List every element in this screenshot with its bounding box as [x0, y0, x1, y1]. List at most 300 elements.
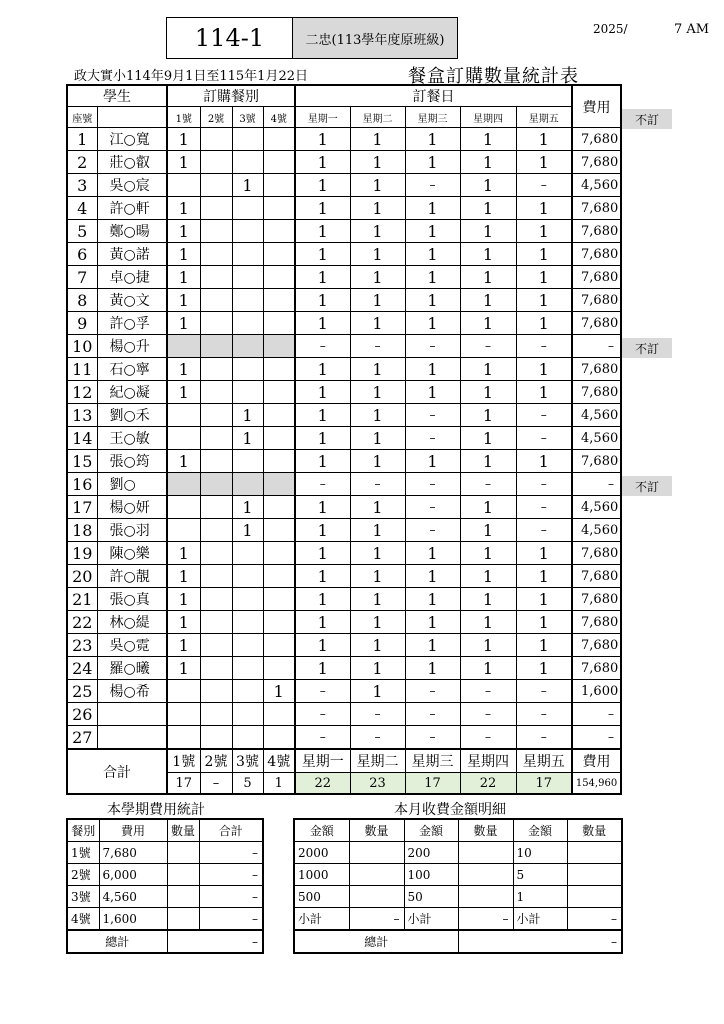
denomination: 50: [404, 886, 458, 908]
monthly-total-value: –: [458, 930, 622, 953]
day-count: –: [405, 680, 460, 703]
day-count: –: [405, 726, 460, 750]
type-count: 1: [167, 542, 200, 565]
type-count: [263, 519, 295, 542]
denomination-qty: [458, 842, 513, 864]
type-count: [263, 266, 295, 289]
student-name: 楊○希: [97, 680, 167, 703]
day-count: 1: [405, 450, 460, 473]
seat-number: 4: [67, 197, 97, 220]
student-row: [67, 542, 621, 565]
student-name: 劉○: [97, 473, 167, 496]
type-count: [200, 404, 232, 427]
day-count: 1: [295, 151, 350, 174]
day-count: –: [405, 335, 460, 358]
day-col-header: 星期三: [405, 107, 460, 128]
day-count: 1: [350, 542, 405, 565]
day-count: 1: [350, 611, 405, 634]
denomination: 小計: [513, 908, 567, 931]
type-col-header: 4號: [263, 107, 295, 128]
student-fee: 7,680: [572, 266, 621, 289]
student-name: 王○敏: [97, 427, 167, 450]
day-count: 1: [405, 128, 460, 151]
student-row: [67, 473, 621, 496]
class-box: [292, 17, 458, 59]
day-count: 1: [350, 174, 405, 197]
denomination-qty: –: [458, 908, 513, 931]
student-fee: 7,680: [572, 312, 621, 335]
student-name: 張○筠: [97, 450, 167, 473]
day-count: 1: [350, 312, 405, 335]
denomination-qty: [567, 864, 622, 886]
day-count: –: [405, 496, 460, 519]
student-row: [67, 266, 621, 289]
denomination-qty: [567, 886, 622, 908]
day-col-header: 星期五: [516, 107, 572, 128]
monthly-row: [294, 864, 622, 886]
type-count: 1: [167, 243, 200, 266]
type-count: [232, 542, 263, 565]
day-count: –: [405, 427, 460, 450]
type-count: [167, 496, 200, 519]
day-col-header: 星期二: [350, 107, 405, 128]
type-count: [263, 312, 295, 335]
type-count: [200, 358, 232, 381]
day-count: 1: [516, 358, 572, 381]
day-count: 1: [405, 657, 460, 680]
day-count: 1: [295, 404, 350, 427]
type-count: [232, 266, 263, 289]
page-title: 餐盒訂購數量統計表: [408, 66, 579, 87]
student-fee: –: [572, 726, 621, 750]
day-count: 1: [460, 358, 516, 381]
denomination-qty: [349, 842, 404, 864]
day-count: –: [516, 680, 572, 703]
type-count: [200, 381, 232, 404]
print-date: 2025/: [593, 22, 628, 36]
student-header: 學生: [67, 85, 167, 107]
day-count: 1: [460, 289, 516, 312]
day-count: 1: [295, 657, 350, 680]
student-fee: 7,680: [572, 450, 621, 473]
day-count: 1: [460, 450, 516, 473]
day-count: 1: [460, 634, 516, 657]
student-row: [67, 726, 621, 750]
meal-fee: 6,000: [99, 864, 167, 886]
student-row: [67, 657, 621, 680]
type-count: [232, 588, 263, 611]
day-count: –: [350, 473, 405, 496]
seat-number: 3: [67, 174, 97, 197]
name-header: [97, 107, 167, 128]
semester-total-label: 總計: [67, 930, 167, 953]
student-fee: 1,600: [572, 680, 621, 703]
semester-header: 數量: [167, 819, 199, 842]
seat-number: 5: [67, 220, 97, 243]
type-count: [263, 289, 295, 312]
type-count: [263, 496, 295, 519]
student-name: 莊○叡: [97, 151, 167, 174]
type-count: [263, 220, 295, 243]
student-name: 許○孚: [97, 312, 167, 335]
type-count: [263, 151, 295, 174]
student-name: 黃○文: [97, 289, 167, 312]
type-count: [232, 726, 263, 750]
denomination: 1: [513, 886, 567, 908]
type-count: [200, 473, 232, 496]
type-count: [232, 128, 263, 151]
day-count: 1: [295, 289, 350, 312]
seat-number: 26: [67, 703, 97, 726]
day-count: –: [516, 519, 572, 542]
type-count: [167, 427, 200, 450]
day-count: 1: [516, 220, 572, 243]
day-count: 1: [295, 358, 350, 381]
day-count: 1: [295, 542, 350, 565]
day-count: 1: [295, 427, 350, 450]
meal-type: 4號: [67, 908, 99, 931]
semester-total-value: –: [167, 930, 263, 953]
type-count: 1: [167, 266, 200, 289]
type-count: [200, 220, 232, 243]
total-day-value: 17: [516, 773, 572, 795]
type-count: [232, 358, 263, 381]
type-count: [232, 634, 263, 657]
day-count: 1: [350, 151, 405, 174]
type-count: [200, 197, 232, 220]
day-count: 1: [516, 128, 572, 151]
day-count: –: [460, 703, 516, 726]
order-table: [66, 84, 622, 795]
day-count: 1: [516, 588, 572, 611]
day-count: –: [405, 174, 460, 197]
type-count: 1: [167, 634, 200, 657]
student-row: [67, 312, 621, 335]
day-count: 1: [460, 243, 516, 266]
total-type-label: 2號: [200, 749, 232, 773]
student-fee: 7,680: [572, 381, 621, 404]
type-count: [232, 450, 263, 473]
type-count: [263, 128, 295, 151]
seat-number: 2: [67, 151, 97, 174]
day-count: 1: [350, 358, 405, 381]
monthly-total-label: 總計: [294, 930, 458, 953]
type-count: [200, 151, 232, 174]
monthly-header: 數量: [567, 819, 622, 842]
type-count: [263, 450, 295, 473]
type-count: [200, 611, 232, 634]
type-count: [200, 588, 232, 611]
total-day-value: 22: [295, 773, 350, 795]
day-count: –: [350, 703, 405, 726]
day-count: 1: [405, 565, 460, 588]
type-count: [232, 657, 263, 680]
day-count: 1: [350, 634, 405, 657]
student-fee: –: [572, 335, 621, 358]
denomination-qty: –: [567, 908, 622, 931]
day-count: 1: [460, 404, 516, 427]
day-count: –: [295, 473, 350, 496]
student-fee: 7,680: [572, 588, 621, 611]
student-row: [67, 151, 621, 174]
denomination-qty: [349, 886, 404, 908]
type-count: [167, 473, 200, 496]
student-row: [67, 335, 621, 358]
day-count: 1: [405, 611, 460, 634]
day-count: –: [295, 703, 350, 726]
day-count: 1: [295, 519, 350, 542]
day-count: 1: [405, 243, 460, 266]
day-count: 1: [295, 312, 350, 335]
denomination: 小計: [404, 908, 458, 931]
type-count: 1: [167, 381, 200, 404]
seat-number: 8: [67, 289, 97, 312]
day-count: 1: [295, 266, 350, 289]
seat-number: 22: [67, 611, 97, 634]
day-count: 1: [350, 450, 405, 473]
day-count: 1: [405, 220, 460, 243]
day-count: 1: [460, 197, 516, 220]
seat-number: 15: [67, 450, 97, 473]
day-count: –: [460, 335, 516, 358]
type-count: [232, 312, 263, 335]
denomination-qty: [458, 886, 513, 908]
type-count: [200, 565, 232, 588]
day-count: 1: [350, 496, 405, 519]
student-fee: 7,680: [572, 197, 621, 220]
day-count: –: [516, 496, 572, 519]
day-count: 1: [350, 128, 405, 151]
type-count: 1: [167, 588, 200, 611]
meal-sum: –: [199, 842, 263, 864]
student-row: [67, 427, 621, 450]
meal-qty: [167, 864, 199, 886]
seat-number: 18: [67, 519, 97, 542]
total-day-label: 星期二: [350, 749, 405, 773]
student-fee: 7,680: [572, 289, 621, 312]
day-count: 1: [516, 289, 572, 312]
type-count: [263, 427, 295, 450]
type-count: [263, 657, 295, 680]
seat-number: 17: [67, 496, 97, 519]
day-count: 1: [460, 381, 516, 404]
seat-number: 21: [67, 588, 97, 611]
student-name: 卓○捷: [97, 266, 167, 289]
semester-header: 合計: [199, 819, 263, 842]
monthly-row: [294, 842, 622, 864]
type-count: [200, 335, 232, 358]
student-name: 吳○霓: [97, 634, 167, 657]
day-count: 1: [405, 289, 460, 312]
type-count: [200, 657, 232, 680]
seat-number: 9: [67, 312, 97, 335]
form-code: 114-1: [194, 24, 265, 52]
seat-number: 10: [67, 335, 97, 358]
day-count: 1: [460, 220, 516, 243]
student-name: 陳○樂: [97, 542, 167, 565]
total-type-label: 3號: [232, 749, 263, 773]
day-count: 1: [405, 266, 460, 289]
student-fee: 7,680: [572, 243, 621, 266]
seat-number: 16: [67, 473, 97, 496]
day-count: 1: [350, 404, 405, 427]
student-row: [67, 404, 621, 427]
student-name: 許○靚: [97, 565, 167, 588]
meal-fee: 4,560: [99, 886, 167, 908]
type-count: [232, 151, 263, 174]
student-row: [67, 289, 621, 312]
day-count: –: [405, 404, 460, 427]
student-row: [67, 381, 621, 404]
day-count: 1: [350, 565, 405, 588]
day-count: –: [516, 427, 572, 450]
student-row: [67, 197, 621, 220]
student-name: 楊○妍: [97, 496, 167, 519]
denomination: 2000: [294, 842, 349, 864]
day-count: 1: [405, 381, 460, 404]
student-row: [67, 450, 621, 473]
student-name: 張○羽: [97, 519, 167, 542]
student-fee: 7,680: [572, 128, 621, 151]
day-count: 1: [405, 358, 460, 381]
day-count: 1: [295, 197, 350, 220]
monthly-header: 數量: [458, 819, 513, 842]
type-count: [200, 128, 232, 151]
denomination: 10: [513, 842, 567, 864]
day-count: 1: [460, 151, 516, 174]
semester-row: [67, 886, 263, 908]
total-day-value: 23: [350, 773, 405, 795]
meal-fee: 7,680: [99, 842, 167, 864]
day-count: 1: [460, 542, 516, 565]
no-order-tag: 不訂: [622, 476, 672, 496]
student-name: [97, 703, 167, 726]
student-fee: 4,560: [572, 519, 621, 542]
day-count: 1: [460, 657, 516, 680]
fee-header: 費用: [572, 85, 621, 128]
type-count: [200, 634, 232, 657]
student-fee: –: [572, 473, 621, 496]
print-time: 7 AM: [674, 22, 710, 37]
seat-number: 24: [67, 657, 97, 680]
day-count: 1: [295, 496, 350, 519]
day-count: 1: [460, 611, 516, 634]
student-fee: 7,680: [572, 565, 621, 588]
type-count: [263, 381, 295, 404]
semester-stats-table: [66, 818, 264, 954]
total-day-value: 17: [405, 773, 460, 795]
day-count: 1: [295, 128, 350, 151]
seat-number: 12: [67, 381, 97, 404]
monthly-detail-table: [293, 818, 623, 954]
type-count: [263, 634, 295, 657]
type-count: [200, 450, 232, 473]
student-fee: 7,680: [572, 151, 621, 174]
day-count: 1: [350, 243, 405, 266]
day-count: 1: [516, 197, 572, 220]
denomination: 5: [513, 864, 567, 886]
day-count: 1: [405, 542, 460, 565]
denomination: 小計: [294, 908, 349, 931]
monthly-row: [294, 908, 622, 931]
total-label: 合計: [67, 749, 167, 794]
total-day-label: 星期四: [460, 749, 516, 773]
day-col-header: 星期一: [295, 107, 350, 128]
seat-number: 13: [67, 404, 97, 427]
type-count: [167, 335, 200, 358]
type-count: [232, 473, 263, 496]
type-col-header: 1號: [167, 107, 200, 128]
period-text: 政大實小114年9月1日至115年1月22日: [74, 69, 308, 84]
student-fee: 7,680: [572, 634, 621, 657]
type-count: [263, 703, 295, 726]
type-count: [263, 358, 295, 381]
denomination-qty: [458, 864, 513, 886]
seat-number: 6: [67, 243, 97, 266]
day-count: 1: [516, 565, 572, 588]
day-count: 1: [460, 266, 516, 289]
student-name: 許○軒: [97, 197, 167, 220]
type-count: [232, 335, 263, 358]
total-day-label: 星期一: [295, 749, 350, 773]
day-count: –: [460, 680, 516, 703]
no-order-tag: 不訂: [622, 338, 672, 358]
denomination-qty: –: [349, 908, 404, 931]
student-row: [67, 519, 621, 542]
day-count: 1: [516, 450, 572, 473]
student-fee: 7,680: [572, 220, 621, 243]
type-count: [200, 496, 232, 519]
class-name: 二忠(113學年度原班級): [305, 32, 445, 48]
day-count: –: [405, 519, 460, 542]
semester-header: 費用: [99, 819, 167, 842]
day-count: –: [516, 174, 572, 197]
no-order-tag: 不訂: [622, 109, 672, 129]
total-day-label: 星期三: [405, 749, 460, 773]
day-count: 1: [350, 519, 405, 542]
day-count: 1: [350, 381, 405, 404]
day-count: 1: [295, 565, 350, 588]
type-count: 1: [232, 404, 263, 427]
type-count: [200, 174, 232, 197]
type-count: [232, 220, 263, 243]
type-col-header: 2號: [200, 107, 232, 128]
type-count: [167, 404, 200, 427]
day-count: –: [405, 703, 460, 726]
type-count: 1: [263, 680, 295, 703]
day-count: 1: [405, 588, 460, 611]
day-count: 1: [460, 519, 516, 542]
student-fee: 4,560: [572, 496, 621, 519]
student-fee: 7,680: [572, 542, 621, 565]
seat-number: 20: [67, 565, 97, 588]
denomination: 1000: [294, 864, 349, 886]
code-box: [166, 17, 293, 59]
type-count: [232, 197, 263, 220]
student-fee: 4,560: [572, 174, 621, 197]
type-count: [263, 243, 295, 266]
day-col-header: 星期四: [460, 107, 516, 128]
seat-number: 11: [67, 358, 97, 381]
monthly-header: 金額: [294, 819, 349, 842]
day-count: 1: [516, 312, 572, 335]
day-count: 1: [516, 634, 572, 657]
total-type-label: 4號: [263, 749, 295, 773]
student-row: [67, 243, 621, 266]
type-count: [200, 266, 232, 289]
seat-number: 23: [67, 634, 97, 657]
day-count: 1: [350, 197, 405, 220]
